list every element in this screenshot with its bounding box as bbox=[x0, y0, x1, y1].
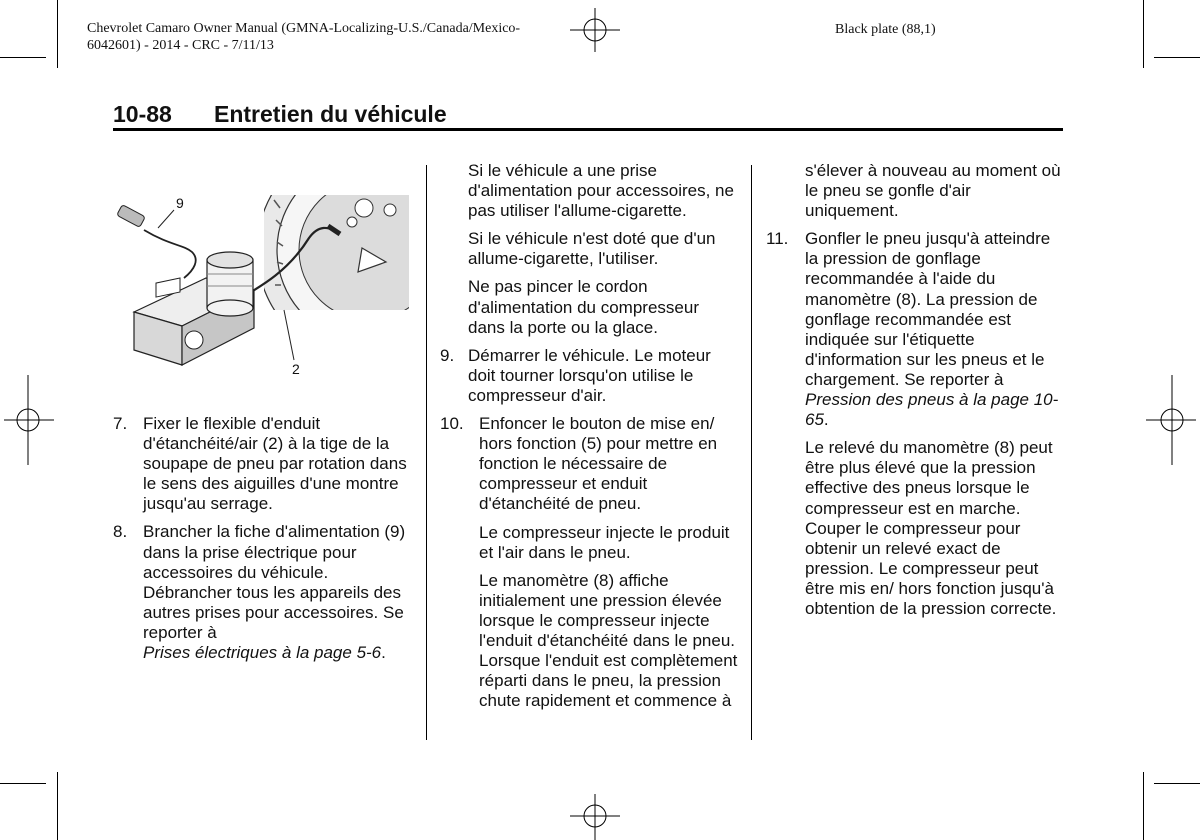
step-8 bbox=[113, 522, 413, 663]
note-paragraph: Si le véhicule a une prise d'alimentation pour accessoires, ne pas utiliser l'allume-cigarette. bbox=[468, 161, 734, 221]
callout-2: 2 bbox=[292, 361, 300, 377]
step-number: 9. bbox=[440, 345, 455, 365]
column-divider-2 bbox=[751, 165, 752, 740]
registration-mark-right bbox=[1146, 375, 1196, 465]
tire-sealant-compressor-illustration bbox=[114, 190, 414, 380]
column-divider-1 bbox=[426, 165, 427, 740]
step-number: 10. bbox=[440, 414, 464, 434]
step-paragraph: Le relevé du manomètre (8) peut être plus élevé que la pression effective des pneus lorsque le compresseur est en marche. Couper le compresseur pour obtenir un relevé exact de pression. Le compresseur peut être mis en/ hors fonction jusqu'à obtention de la pression correcte. bbox=[805, 438, 1057, 618]
header-line-1: Chevrolet Camaro Owner Manual (GMNA-Localizing-U.S./Canada/Mexico- bbox=[87, 21, 521, 36]
step-text: Démarrer le véhicule. Le moteur doit tourner lorsqu'on utilise le compresseur d'air. bbox=[468, 345, 711, 405]
header-line-2: 6042601) - 2014 - CRC - 7/11/13 bbox=[87, 38, 274, 53]
page-number: 10-88 bbox=[113, 101, 172, 127]
note-paragraph: Si le véhicule n'est doté que d'un allume-cigarette, l'utiliser. bbox=[468, 229, 716, 269]
registration-mark-left bbox=[4, 375, 54, 465]
trim-mark-bottom-left-h bbox=[0, 783, 46, 784]
step-number: 7. bbox=[113, 414, 128, 433]
punctuation: . bbox=[381, 643, 386, 663]
step-7 bbox=[113, 414, 413, 514]
column-3 bbox=[766, 161, 1062, 627]
step-paragraph: Le compresseur injecte le produit et l'air dans le pneu. bbox=[479, 522, 730, 562]
print-header bbox=[87, 20, 520, 54]
registration-mark-top bbox=[570, 8, 620, 52]
step-text: Gonfler le pneu jusqu'à atteindre la pression de gonflage recommandée à l'aide du manomètre (8). La pression de gonflage recommandée est indiquée sur l'étiquette d'information sur les pneus et le chargement. Se reporter à bbox=[805, 229, 1051, 389]
step-9 bbox=[440, 346, 740, 406]
continued-paragraph: s'élever à nouveau au moment où le pneu se gonfle d'air uniquement. bbox=[805, 161, 1061, 221]
trim-mark-top-left-h bbox=[0, 57, 46, 58]
callout-9: 9 bbox=[176, 195, 184, 211]
trim-mark-bottom-left-v bbox=[57, 772, 58, 840]
column-1 bbox=[113, 414, 413, 671]
title-rule bbox=[113, 128, 1063, 131]
trim-mark-bottom-right-h bbox=[1154, 783, 1200, 784]
trim-mark-top-right-h bbox=[1154, 57, 1200, 58]
registration-mark-bottom bbox=[570, 794, 620, 840]
trim-mark-top-right-v bbox=[1143, 0, 1144, 68]
cross-reference: Pression des pneus à la page 10-65 bbox=[805, 390, 1059, 430]
step-text: Fixer le flexible d'enduit d'étanchéité/air (2) à la tige de la soupape de pneu par rotation dans le sens des aiguilles d'une montre jusqu'au serrage. bbox=[143, 414, 407, 514]
step-paragraph: Le manomètre (8) affiche initialement une pression élevée lorsque le compresseur injecte l'enduit d'étanchéité dans le pneu. Lorsque l'enduit est complètement réparti dans le pneu, la pression chute rapidement et commence à bbox=[479, 570, 738, 711]
note-paragraph: Ne pas pincer le cordon d'alimentation du compresseur dans la porte ou la glace. bbox=[468, 277, 699, 337]
step-10 bbox=[440, 414, 740, 514]
step-number: 8. bbox=[113, 522, 128, 542]
step-number: 11. bbox=[766, 229, 789, 249]
step-text: Brancher la fiche d'alimentation (9) dans la prise électrique pour accessoires du véhicule. Débrancher tous les appareils des autres prises pour accessoires. Se reporter à bbox=[143, 522, 406, 642]
trim-mark-bottom-right-v bbox=[1143, 772, 1144, 840]
trim-mark-top-left-v bbox=[57, 0, 58, 68]
plate-label: Black plate (88,1) bbox=[835, 22, 936, 37]
step-11 bbox=[766, 229, 1062, 430]
column-2 bbox=[440, 161, 740, 719]
tire-wheel-drawing bbox=[257, 190, 414, 362]
step-text: Enfoncer le bouton de mise en/ hors fonction (5) pour mettre en fonction le nécessaire de compresseur et enduit d'étanchéité de pneu. bbox=[479, 414, 718, 514]
punctuation: . bbox=[823, 410, 829, 430]
page-title: Entretien du véhicule bbox=[214, 101, 447, 127]
cross-reference: Prises électriques à la page 5-6 bbox=[143, 643, 382, 663]
